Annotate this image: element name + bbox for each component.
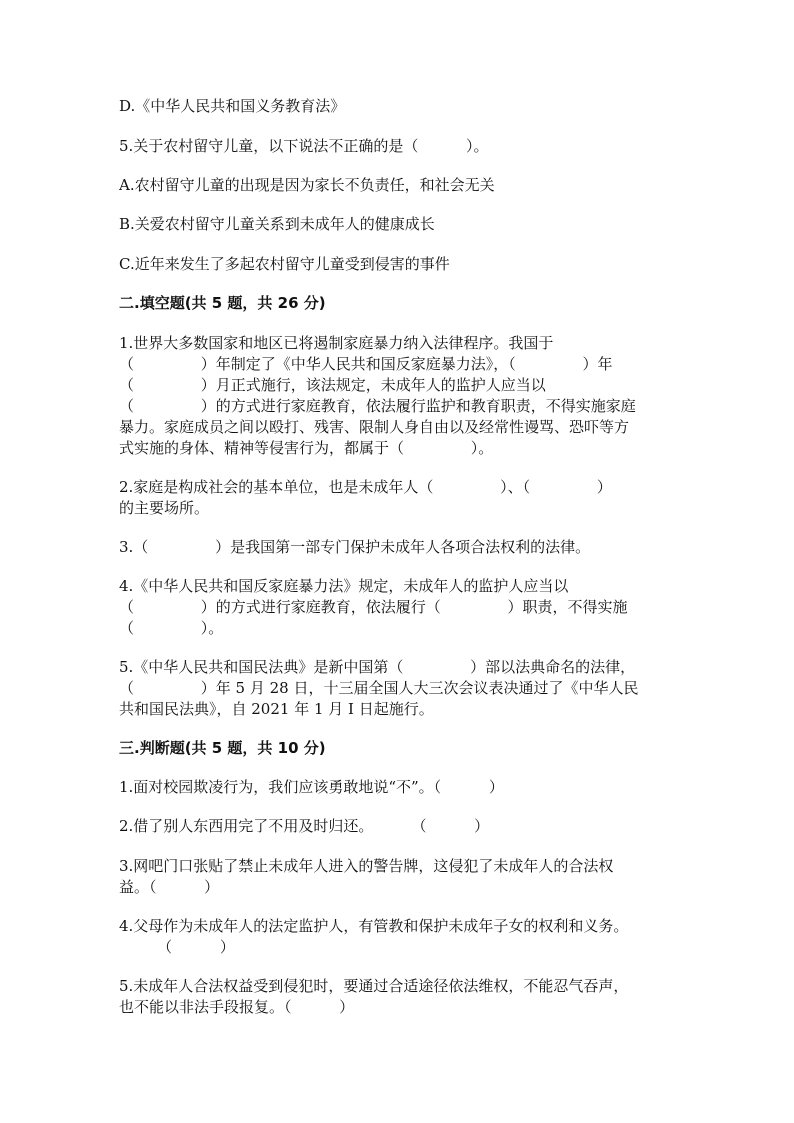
fill-q5-line-1: 5.《中华人民共和国民法典》是新中国第（ ）部以法典命名的法律， bbox=[119, 658, 636, 676]
fill-q1-line-6: 式实施的身体、精神等侵害行为，都属于（ ）。 bbox=[119, 439, 494, 457]
judge-q4-line-2: （ ） bbox=[119, 938, 235, 956]
fill-q2-line-2: 的主要场所。 bbox=[119, 499, 210, 517]
option-c: C.近年来发生了多起农村留守儿童受到侵害的事件 bbox=[119, 255, 450, 273]
fill-q1-line-1: 1.世界大多数国家和地区已将遏制家庭暴力纳入法律程序。我国于 bbox=[119, 334, 554, 352]
section-heading-fill-blank: 二.填空题(共 5 题，共 26 分) bbox=[119, 294, 326, 312]
judge-q5-line-1: 5.未成年人合法权益受到侵犯时，要通过合适途径依法维权，不能忍气吞声， bbox=[119, 977, 629, 995]
question-stem: 5.关于农村留守儿童，以下说法不正确的是（ ）。 bbox=[119, 137, 489, 155]
fill-q1-line-4: （ ）的方式进行家庭教育，依法履行监护和教育职责，不得实施家庭 bbox=[119, 397, 636, 415]
judge-q5-line-2: 也不能以非法手段报复。（ ） bbox=[119, 998, 355, 1016]
option-a: A.农村留守儿童的出现是因为家长不负责任，和社会无关 bbox=[119, 176, 495, 194]
fill-q1-line-5: 暴力。家庭成员之间以殴打、残害、限制人身自由以及经常性谩骂、恐吓等方 bbox=[119, 418, 630, 436]
option-d: D.《中华人民共和国义务教育法》 bbox=[119, 97, 346, 115]
option-b: B.关爱农村留守儿童关系到未成年人的健康成长 bbox=[119, 215, 435, 233]
section-heading-true-false: 三.判断题(共 5 题，共 10 分) bbox=[119, 739, 326, 757]
fill-q2-line-1: 2.家庭是构成社会的基本单位，也是未成年人（ ）、（ ） bbox=[119, 478, 612, 496]
fill-q1-line-3: （ ）月正式施行，该法规定，未成年人的监护人应当以 bbox=[119, 376, 546, 394]
fill-q3-line-1: 3.（ ）是我国第一部专门保护未成年人各项合法权利的法律。 bbox=[119, 538, 591, 556]
judge-q2-line-1: 2.借了别人东西用完了不用及时归还。 （ ） bbox=[119, 817, 490, 835]
judge-q4-line-1: 4.父母作为未成年人的法定监护人，有管教和保护未成年子女的权利和义务。 bbox=[119, 917, 629, 935]
judge-q3-line-2: 益。（ ） bbox=[119, 878, 220, 896]
fill-q5-line-2: （ ）年 5 月 28 日，十三届全国人大三次会议表决通过了《中华人民 bbox=[119, 679, 639, 697]
judge-q1-line-1: 1.面对校园欺凌行为，我们应该勇敢地说“不”。（ ） bbox=[119, 778, 504, 796]
judge-q3-line-1: 3.网吧门口张贴了禁止未成年人进入的警告牌，这侵犯了未成年人的合法权 bbox=[119, 857, 614, 875]
fill-q1-line-2: （ ）年制定了《中华人民共和国反家庭暴力法》，（ ）年 bbox=[119, 355, 613, 373]
fill-q4-line-2: （ ）的方式进行家庭教育，依法履行（ ）职责，不得实施 bbox=[119, 598, 628, 616]
fill-q4-line-1: 4.《中华人民共和国反家庭暴力法》规定，未成年人的监护人应当以 bbox=[119, 577, 569, 595]
fill-q5-line-3: 共和国民法典》，自 2021 年 1 月 I 日起施行。 bbox=[119, 700, 434, 718]
fill-q4-line-3: （ ）。 bbox=[119, 619, 224, 637]
